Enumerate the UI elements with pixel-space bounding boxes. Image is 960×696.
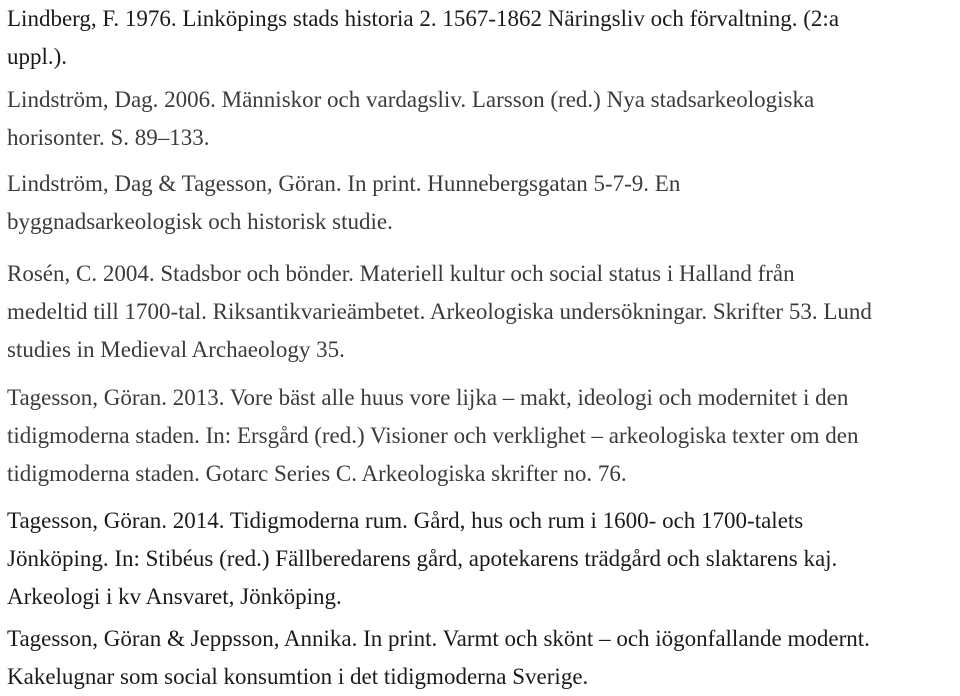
reference-line: tidigmoderna staden. In: Ersgård (red.) Visioner och verklighet – arkeologiska texter om den <box>7 423 859 448</box>
reference-line: Tagesson, Göran & Jeppsson, Annika. In print. Varmt och skönt – och iögonfallande modernt. <box>7 626 870 651</box>
reference-line: Arkeologi i kv Ansvaret, Jönköping. <box>7 584 342 609</box>
reference-line: Tagesson, Göran. 2014. Tidigmoderna rum. Gård, hus och rum i 1600- och 1700-talets <box>7 508 804 533</box>
reference-line: Tagesson, Göran. 2013. Vore bäst alle huus vore lijka – makt, ideologi och modernitet i den <box>7 385 849 410</box>
reference-line: Rosén, C. 2004. Stadsbor och bönder. Materiell kultur och social status i Halland från <box>7 261 795 286</box>
reference-line: Lindström, Dag & Tagesson, Göran. In print. Hunnebergsgatan 5-7-9. En <box>7 171 681 196</box>
reference-lindstrom-tagesson <box>7 165 957 241</box>
reference-line: uppl.). <box>7 44 68 69</box>
reference-lindstrom-2006 <box>7 81 957 157</box>
reference-line: Lindström, Dag. 2006. Människor och vardagsliv. Larsson (red.) Nya stadsarkeologiska <box>7 87 815 112</box>
reference-line: Lindberg, F. 1976. Linköpings stads historia 2. 1567-1862 Näringsliv och förvaltning. (2:a <box>7 6 840 31</box>
reference-tagesson-2013 <box>7 379 957 493</box>
reference-line: byggnadsarkeologisk och historisk studie. <box>7 209 393 234</box>
reference-line: medeltid till 1700-tal. Riksantikvarieämbetet. Arkeologiska undersökningar. Skrifter 53. Lund <box>7 299 872 324</box>
reference-line: studies in Medieval Archaeology 35. <box>7 337 345 362</box>
reference-line: tidigmoderna staden. Gotarc Series C. Arkeologiska skrifter no. 76. <box>7 461 627 486</box>
reference-line: horisonter. S. 89–133. <box>7 125 210 150</box>
reference-line: Kakelugnar som social konsumtion i det tidigmoderna Sverige. <box>7 664 589 689</box>
reference-tagesson-2014 <box>7 502 957 616</box>
reference-rosen-2004 <box>7 255 957 369</box>
reference-lindberg-1976 <box>7 0 957 76</box>
reference-line: Jönköping. In: Stibéus (red.) Fällberedarens gård, apotekarens trädgård och slaktarens kaj. <box>7 546 838 571</box>
reference-tagesson-jeppsson <box>7 620 957 696</box>
